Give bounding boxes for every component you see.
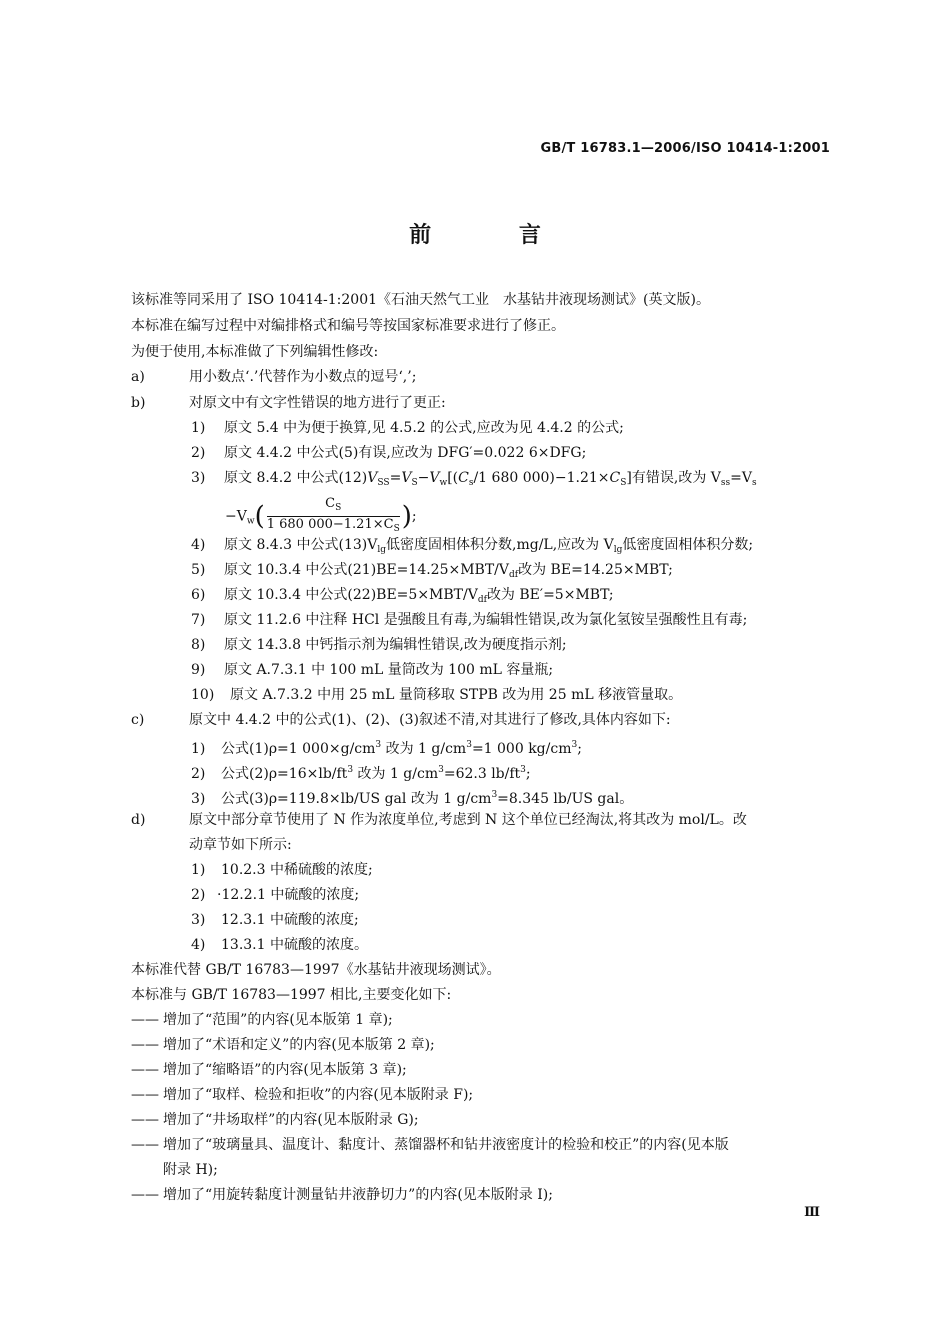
list-marker: b) (131, 395, 146, 411)
dash-item (131, 1035, 435, 1055)
dash-text: 增加了“取样、检验和拒收”的内容(见本版附录 F); (163, 1087, 474, 1103)
text-run: − (417, 470, 430, 486)
paragraph: 为便于使用,本标准做了下列编辑性修改: (131, 344, 379, 360)
list-item (191, 860, 373, 880)
dash-item-continuation: 附录 H); (163, 1162, 218, 1178)
list-marker: 9) (191, 662, 206, 678)
list-marker: a) (131, 369, 145, 385)
list-text (224, 587, 614, 603)
subscript: ss (720, 478, 731, 488)
list-item (191, 660, 553, 680)
list-item (191, 635, 567, 655)
text-run: 公式(2)ρ=16×lb/ft (221, 766, 348, 782)
superscript: 3 (438, 765, 444, 775)
paren: ( (254, 501, 265, 532)
dash-marker: —— (131, 1112, 159, 1128)
text-run: ; (525, 766, 531, 782)
subscript: SS (377, 478, 390, 488)
text-run: =62.3 lb/ft (443, 766, 521, 782)
dash-item (131, 1135, 729, 1155)
dash-text: 增加了“玻璃量具、温度计、黏度计、蒸馏器杯和钻井液密度计的检验和校正”的内容(见本版 (163, 1137, 729, 1153)
list-item (191, 735, 582, 759)
superscript: 3 (466, 740, 472, 750)
text-run: 低密度固相体积分数,mg/L,应改为 V (386, 537, 614, 553)
page-number: Ⅲ (804, 1205, 820, 1220)
list-text: 原文 14.3.8 中钙指示剂为编辑性错误,改为硬度指示剂; (224, 637, 567, 653)
list-item (191, 585, 614, 610)
text-run: 改为 BE=14.25×MBT; (518, 562, 673, 578)
list-marker: 8) (191, 637, 206, 653)
superscript: 3 (520, 765, 526, 775)
text-run: = (389, 470, 402, 486)
list-item (131, 710, 671, 730)
list-text: 12.3.1 中硫酸的浓度; (221, 912, 359, 928)
list-item (191, 785, 633, 809)
subscript: S (335, 503, 342, 513)
text-run: −V (225, 508, 247, 525)
paragraph: 该标准等同采用了 ISO 10414-1:2001《石油天然气工业 水基钻井液现场测试》(英文版)。 (131, 292, 710, 308)
list-item (191, 560, 673, 585)
list-text: 原文 4.4.2 中公式(5)有误,应改为 DFG′=0.022 6×DFG; (224, 445, 587, 461)
text-run: C (325, 496, 336, 511)
list-text: 原文中 4.4.2 中的公式(1)、(2)、(3)叙述不清,对其进行了修改,具体内容如下: (189, 712, 671, 728)
fraction-numerator (267, 496, 400, 517)
subscript: w (246, 516, 255, 527)
text-run: 公式(3)ρ=119.8×lb/US gal 改为 1 g/cm (221, 791, 492, 807)
list-text (221, 741, 582, 757)
formula-continuation (225, 496, 417, 537)
list-marker: 5) (191, 562, 206, 578)
dash-text: 增加了“井场取样”的内容(见本版附录 G); (163, 1112, 419, 1128)
list-marker: 6) (191, 587, 206, 603)
dash-marker: —— (131, 1037, 159, 1053)
paragraph: 本标准与 GB/T 16783—1997 相比,主要变化如下: (131, 987, 452, 1003)
list-text: 原文 A.7.3.1 中 100 mL 量筒改为 100 mL 容量瓶; (224, 662, 554, 678)
list-item-continuation: 动章节如下所示: (189, 837, 292, 853)
paragraph: 本标准代替 GB/T 16783—1997《水基钻井液现场测试》。 (131, 962, 501, 978)
list-item (191, 443, 586, 463)
list-marker: 1) (191, 741, 206, 757)
standard-code-header: GB/T 16783.1—2006/ISO 10414-1:2001 (540, 141, 830, 156)
subscript: s (468, 478, 474, 488)
list-item (191, 935, 368, 955)
list-marker: 2) (191, 766, 206, 782)
text-run: 原文 8.4.3 中公式(13)V (224, 537, 378, 553)
dash-item (131, 1010, 393, 1030)
dash-item (131, 1110, 419, 1130)
list-item (191, 418, 624, 438)
subscript: df (509, 570, 519, 580)
list-text (224, 537, 753, 553)
dash-text: 增加了“范围”的内容(见本版第 1 章); (163, 1012, 393, 1028)
list-marker: 4) (191, 937, 206, 953)
fraction (267, 496, 400, 537)
subscript: s (752, 478, 757, 488)
text-run: ; (577, 741, 582, 757)
list-marker: 3) (191, 791, 206, 807)
list-marker: 1) (191, 862, 206, 878)
text-run: 原文 10.3.4 中公式(22)BE=5×MBT/V (224, 587, 478, 603)
list-text: ·12.2.1 中硫酸的浓度; (217, 887, 360, 903)
var: C (458, 470, 469, 486)
subscript: lg (613, 545, 623, 555)
list-item (191, 468, 757, 493)
dash-item (131, 1085, 473, 1105)
list-item (131, 367, 416, 387)
text-run: /1 680 000)−1.21× (473, 470, 610, 486)
text-run: 1 680 000−1.21×C (266, 517, 394, 532)
subscript: S (393, 524, 400, 534)
list-text: 对原文中有文字性错误的地方进行了更正: (189, 395, 446, 411)
list-item (131, 810, 747, 830)
text-run: 原文 8.4.2 中公式(12) (224, 470, 368, 486)
list-text: 原文 11.2.6 中注释 HCl 是强酸且有毒,为编辑性错误,改为氯化氢铵呈强酸性且有毒; (224, 612, 748, 628)
dash-marker: —— (131, 1137, 159, 1153)
superscript: 3 (491, 790, 498, 800)
list-item (131, 393, 446, 413)
subscript: w (439, 478, 448, 488)
superscript: 3 (571, 740, 578, 750)
var: V (401, 470, 412, 486)
list-marker: 1) (191, 420, 206, 436)
list-text: 原文 5.4 中为便于换算,见 4.5.2 的公式,应改为见 4.4.2 的公式; (224, 420, 624, 436)
list-item (191, 910, 359, 930)
paragraph: 本标准在编写过程中对编排格式和编号等按国家标准要求进行了修正。 (131, 318, 565, 334)
superscript: 3 (347, 765, 354, 775)
list-text (221, 766, 531, 782)
subscript: df (477, 595, 487, 605)
dash-marker: —— (131, 1062, 159, 1078)
list-item (191, 885, 359, 905)
list-item (191, 610, 747, 630)
dash-item (131, 1060, 407, 1080)
dash-item (131, 1185, 553, 1205)
list-text (221, 791, 633, 807)
list-marker: c) (131, 712, 145, 728)
text-run: =8.345 lb/US gal。 (497, 791, 634, 807)
paren: ) (401, 501, 412, 532)
list-marker: 3) (191, 912, 206, 928)
subscript: S (620, 478, 627, 488)
dash-text: 增加了“术语和定义”的内容(见本版第 2 章); (163, 1037, 435, 1053)
page-title: 前 言 (409, 223, 581, 248)
list-marker: 10) (191, 687, 215, 703)
superscript: 3 (375, 740, 382, 750)
subscript: lg (377, 545, 387, 555)
text-run: 低密度固相体积分数; (622, 537, 754, 553)
list-text (224, 562, 673, 578)
text-run: ]有错误,改为 V (626, 470, 721, 486)
text-run: 公式(1)ρ=1 000×g/cm (221, 741, 376, 757)
var: C (609, 470, 621, 486)
fraction-denominator (267, 517, 400, 537)
list-marker: 7) (191, 612, 206, 628)
dash-marker: —— (131, 1087, 159, 1103)
list-marker: 2) (191, 887, 206, 903)
dash-marker: —— (131, 1012, 159, 1028)
var: V (429, 470, 440, 486)
list-item (191, 685, 682, 705)
list-text (224, 470, 757, 486)
text-run: =V (730, 470, 752, 486)
text-run: ; (411, 508, 417, 525)
dash-marker: —— (131, 1187, 159, 1203)
text-run: 改为 BE′=5×MBT; (486, 587, 614, 603)
list-item (191, 760, 531, 784)
subscript: S (411, 478, 418, 488)
list-marker: 2) (191, 445, 206, 461)
list-text: 原文中部分章节使用了 N 作为浓度单位,考虑到 N 这个单位已经淘汰,将其改为 mol/L。改 (189, 812, 747, 828)
list-marker: 3) (191, 470, 206, 486)
list-item (191, 535, 753, 560)
text-run: 改为 1 g/cm (381, 741, 467, 757)
text-run: 原文 10.3.4 中公式(21)BE=14.25×MBT/V (224, 562, 510, 578)
dash-text: 增加了“缩略语”的内容(见本版第 3 章); (163, 1062, 407, 1078)
list-text: 原文 A.7.3.2 中用 25 mL 量筒移取 STPB 改为用 25 mL 移液管量取。 (230, 687, 683, 703)
text-run: 改为 1 g/cm (353, 766, 439, 782)
list-text: 用小数点‘.’代替作为小数点的逗号‘,’; (189, 369, 417, 385)
list-marker: 4) (191, 537, 206, 553)
text-run: [( (447, 470, 459, 486)
text-run: =1 000 kg/cm (471, 741, 572, 757)
dash-text: 增加了“用旋转黏度计测量钻井液静切力”的内容(见本版附录 I); (163, 1187, 553, 1203)
list-marker: d) (131, 812, 146, 828)
var: V (367, 470, 378, 486)
list-text: 10.2.3 中稀硫酸的浓度; (221, 862, 373, 878)
list-text: 13.3.1 中硫酸的浓度。 (221, 937, 368, 953)
